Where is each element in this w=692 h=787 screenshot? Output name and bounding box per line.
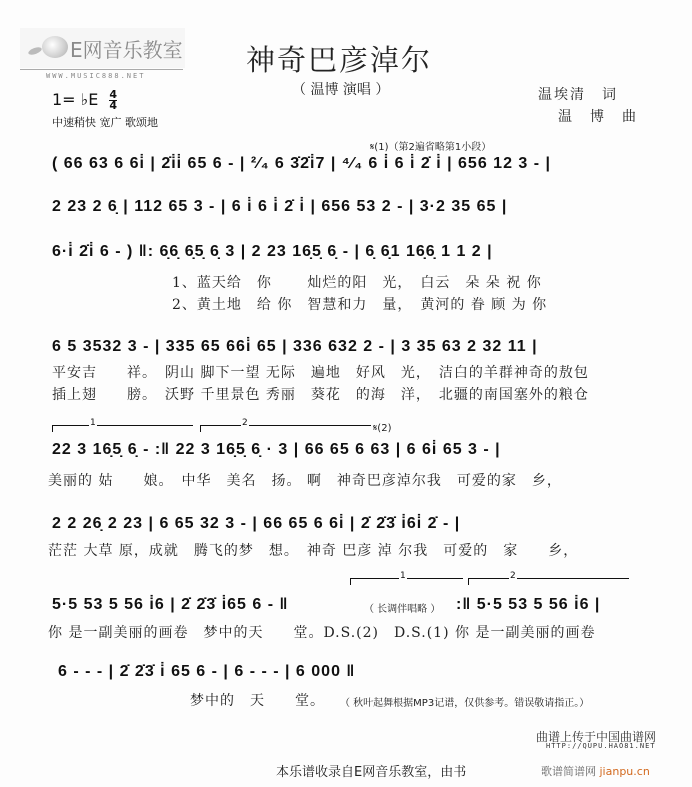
lyric-verse-2: 2、黄土地 给 你 智慧和力 量， 黄河的 眷 顾 为 你 bbox=[172, 297, 548, 313]
lyric-line-4a: 平安吉 祥。 阴山 脚下一望 无际 遍地 好风 光， 洁白的羊群神奇的敖包 bbox=[52, 365, 589, 381]
watermark-url[interactable]: HTTP://QUPU.HAO81.NET bbox=[546, 742, 656, 750]
volta-bracket-2 bbox=[200, 418, 371, 432]
site-logo bbox=[20, 28, 185, 68]
segno-marker-1: 𝄋(1)（第2遍省略第1小段） bbox=[370, 142, 492, 153]
notation-line-1: ( 66 63 6 6i̇ | 2̇i̇i̇ 65 6 - | ²⁄₄ 6 3̇2̇i̇7 | ⁴⁄₄ 6 i̇ 6 i̇ 2̇ i̇ | 656 12 3 - | bbox=[52, 155, 552, 172]
lyric-line-6: 茫茫 大草 原，成就 腾飞的梦 想。 神奇 巴彦 淖 尔我 可爱的 家 乡， bbox=[48, 543, 579, 559]
lyric-line-7: 你 是一副美丽的画卷 梦中的天 堂。D.S.(2) D.S.(1) 你 是一副美丽的画卷 bbox=[48, 625, 596, 641]
watermark-title: 曲谱上传于中国曲谱网 bbox=[536, 730, 657, 744]
notation-line-3: 6·i̇ 2̇i̇ 6 - ) ‖: 6̣6̣ 6̣5̣ 6̣ 3 | 2 23 16̣5̣ 6̣ - | 6̣ 6̣1 16̣6̣ 1 1 2 | bbox=[52, 243, 493, 260]
notation-line-5: 22 3 16̣5̣ 6̣ - :‖ 22 3 16̣5̣ 6̣ · 3 | 66 65 6 63 | 6 6i̇ 65 3 - | bbox=[52, 441, 501, 458]
transcriber-note: （ 秋叶起舞根据MP3记谱，仅供参考。错误敬请指正。） bbox=[340, 698, 590, 709]
logo-icon bbox=[42, 36, 68, 58]
volta-bracket-3 bbox=[350, 571, 463, 585]
segno-marker-2: 𝄋(2) bbox=[373, 423, 392, 434]
logo-url: WWW.MUSIC888.NET bbox=[46, 72, 146, 80]
volta-number-1: 1 bbox=[90, 418, 96, 428]
lyricist-credit: 温埃清 词 bbox=[538, 87, 618, 103]
volta-number-4: 2 bbox=[510, 571, 516, 581]
leaf-icon bbox=[27, 46, 42, 56]
notation-line-7a: 5·5 53 5 56 i̇6 | 2̇ 2̇3̇ i̇65 6 - ‖ bbox=[52, 596, 289, 613]
lyric-line-8: 梦中的 天 堂。 bbox=[190, 693, 325, 709]
jianpu-watermark-cn: 歌谱简谱网 bbox=[541, 765, 596, 778]
lyric-line-5: 美丽的 姑 娘。 中华 美名 扬。 啊 神奇巴彦淖尔我 可爱的家 乡， bbox=[48, 473, 562, 489]
tempo-marking: 中速稍快 宽广 歌颂地 bbox=[52, 116, 158, 129]
volta-number-3: 1 bbox=[400, 571, 406, 581]
time-denominator: 4 bbox=[109, 99, 118, 112]
time-signature bbox=[109, 90, 117, 111]
lyric-verse-1: 1、蓝天给 你 灿烂的阳 光， 白云 朵 朵 祝 你 bbox=[172, 275, 542, 291]
notation-line-6: 2 2 26̣ 2 23 | 6 65 32 3 - | 66 65 6 6i̇ | 2̇ 2̇3̇ i̇6i̇ 2̇ - | bbox=[52, 515, 461, 532]
source-credit: 本乐谱收录自E网音乐教室，由书 bbox=[276, 765, 467, 780]
jianpu-watermark bbox=[541, 763, 650, 779]
key-signature bbox=[52, 90, 117, 111]
notation-line-8: 6 - - - | 2̇ 2̇3̇ i̇ 65 6 - | 6 - - - | 6 000 ‖ bbox=[58, 663, 356, 680]
jianpu-watermark-en[interactable]: jianpu.cn bbox=[599, 765, 650, 778]
logo-text: E网音乐教室 bbox=[70, 38, 183, 62]
time-numerator: 4 bbox=[109, 88, 118, 101]
notation-line-2: 2 23 2 6̣ | 112 65 3 - | 6 i̇ 6 i̇ 2̇ i̇ | 656 53 2 - | 3·2 35 65 | bbox=[52, 198, 508, 215]
performer: （ 温博 演唱 ） bbox=[292, 82, 390, 98]
volta-bracket-4 bbox=[468, 571, 629, 585]
volta-number-2: 2 bbox=[242, 418, 248, 428]
notation-line-4: 6 5 3532 3 - | 335 65 66i̇ 65 | 336 632 2 - | 3 35 63 2 32 11 | bbox=[52, 338, 538, 355]
key-label: 1= ♭E bbox=[52, 90, 99, 109]
composer-credit: 温 博 曲 bbox=[558, 109, 638, 125]
logo-divider bbox=[20, 69, 183, 70]
volta-bracket-1 bbox=[52, 418, 193, 432]
long-tune-note: （ 长调伴唱略 ） bbox=[364, 604, 441, 615]
song-title: 神奇巴彦淖尔 bbox=[246, 43, 433, 77]
notation-line-7b: :‖ 5·5 53 5 56 i̇6 | bbox=[456, 596, 601, 613]
lyric-line-4b: 插上翅 膀。 沃野 千里景色 秀丽 葵花 的海 洋， 北疆的南国塞外的粮仓 bbox=[52, 387, 589, 403]
